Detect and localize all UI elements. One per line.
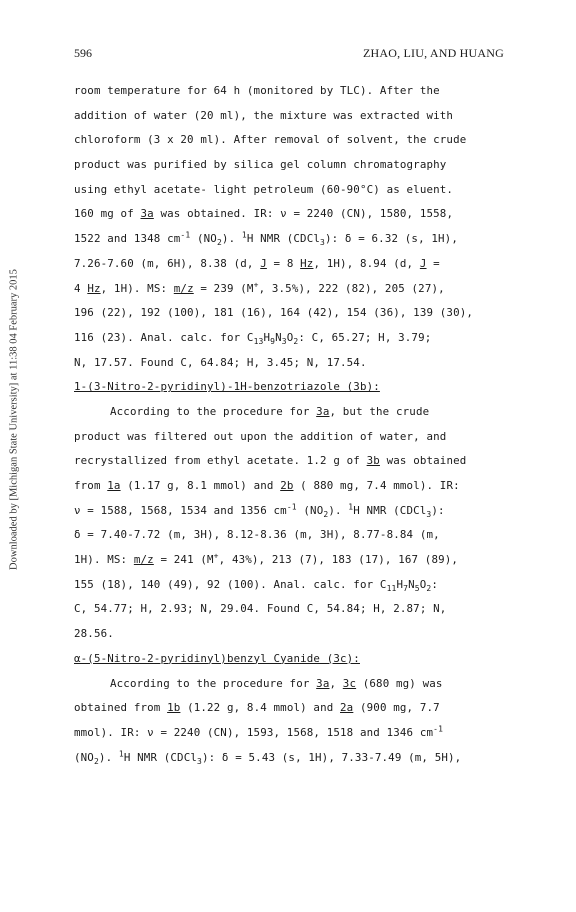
subscript: 3 (320, 238, 325, 248)
text-line: 28.56. (74, 627, 114, 641)
subscript: 2 (293, 337, 299, 347)
compound-ref: 3a (316, 404, 330, 418)
underlined-symbol: m/z (133, 553, 154, 567)
text-run: ): δ = 6.32 (s, 1H), (324, 232, 458, 246)
subscript: 3 (281, 337, 287, 347)
text-run: 1522 and 1348 cm (74, 232, 181, 246)
text-run: 4 (74, 281, 88, 295)
compound-ref: 1a (107, 479, 121, 492)
text-line (74, 227, 514, 252)
download-watermark: Downloaded by [Michigan State University] at 11:38 04 February 2015 (8, 269, 20, 570)
text-run: 160 mg of (74, 207, 141, 221)
compound-ref: 3b (366, 454, 380, 468)
text-line: δ = 7.40-7.72 (m, 3H), 8.12-8.36 (m, 3H), 8.77-8.84 (m, (74, 528, 440, 542)
compound-ref: 3a (316, 676, 330, 690)
text-run: ( 880 mg, 7.4 mmol). IR: (293, 479, 460, 492)
text-run: N (408, 577, 415, 591)
text-run: O (286, 330, 294, 344)
text-run: 155 (18), 140 (49), 92 (100). Anal. calc. for C (74, 577, 387, 591)
text-run: O (419, 577, 427, 591)
superscript: + (213, 551, 219, 561)
text-run: H (396, 577, 404, 591)
text-line (74, 449, 514, 474)
text-line (74, 721, 514, 746)
text-line: chloroform (3 x 20 ml). After removal of solvent, the crude (74, 133, 467, 147)
underlined-symbol: J (260, 256, 267, 270)
text-run: , 3.5%), 222 (82), 205 (27), (258, 281, 445, 295)
text-line: using ethyl acetate- light petroleum (60-90°C) as eluent. (74, 182, 454, 196)
superscript: 1 (348, 502, 354, 512)
text-line: product was filtered out upon the addition of water, and (74, 429, 447, 443)
superscript: + (253, 279, 259, 289)
text-line: 196 (22), 192 (100), 181 (16), 164 (42), 154 (36), 139 (30), (74, 306, 474, 320)
text-run: (900 mg, 7.7 (353, 701, 440, 715)
superscript: 1 (118, 748, 124, 758)
compound-ref: 2a (340, 701, 354, 715)
text-line: product was purified by silica gel column chromatography (74, 158, 447, 172)
running-head: ZHAO, LIU, AND HUANG (363, 46, 504, 60)
subscript: 3 (426, 509, 432, 519)
subscript: 5 (414, 583, 420, 593)
text-run: (NO (74, 750, 94, 764)
text-run: (1.17 g, 8.1 mmol) and (120, 479, 281, 492)
compound-ref: 3a (140, 207, 154, 221)
text-run: ν = 1588, 1568, 1534 and 1356 cm (74, 503, 287, 517)
subscript: 9 (270, 337, 276, 347)
text-line (74, 696, 514, 721)
text-run: ). (328, 503, 349, 517)
text-line (74, 277, 514, 302)
text-run: (NO (296, 503, 324, 517)
section-heading-3b: 1-(3-Nitro-2-pyridinyl)-1H-benzotriazole (3b): (74, 380, 380, 394)
subscript: 13 (253, 337, 264, 347)
text-run: , (329, 676, 343, 690)
text-line (74, 400, 514, 425)
text-line (74, 499, 514, 524)
compound-ref: 2b (280, 479, 294, 492)
text-line: room temperature for 64 h (monitored by TLC). After the (74, 84, 440, 97)
superscript: -1 (286, 502, 297, 512)
section-heading-3c: α-(5-Nitro-2-pyridinyl)benzyl Cyanide (3c): (74, 651, 360, 665)
text-run: H NMR (CDCl (123, 750, 197, 764)
page-number: 596 (74, 46, 92, 60)
text-line (74, 202, 514, 227)
superscript: 1 (241, 230, 247, 240)
compound-ref: 1b (167, 701, 181, 715)
underlined-symbol: J (419, 256, 427, 270)
text-run: ). (221, 232, 242, 246)
subscript: 7 (403, 583, 409, 593)
underlined-symbol: m/z (173, 281, 194, 295)
text-run: = (426, 256, 440, 270)
text-run: : C, 65.27; H, 3.79; (298, 330, 432, 344)
subscript: 2 (323, 509, 329, 519)
text-run: = 241 (M (153, 553, 214, 567)
text-line (74, 746, 514, 771)
text-line (74, 252, 514, 277)
text-run: According to the procedure for (110, 676, 317, 690)
text-run: (1.22 g, 8.4 mmol) and (180, 701, 341, 715)
text-run: , 1H). MS: (100, 281, 174, 295)
text-line (74, 573, 514, 598)
underlined-unit: Hz (87, 281, 101, 295)
body-text (74, 79, 514, 770)
text-run: mmol). IR: ν = 2240 (CN), 1593, 1568, 1518 and 1346 cm (74, 725, 434, 739)
text-run: 1H). MS: (74, 553, 134, 567)
subscript: 3 (197, 756, 202, 766)
text-line: addition of water (20 ml), the mixture was extracted with (74, 108, 454, 122)
text-run: : (431, 577, 439, 591)
text-line (74, 548, 514, 573)
subscript: 2 (426, 583, 432, 593)
text-run: , 1H), 8.94 (d, (313, 256, 420, 270)
subscript: 2 (216, 238, 222, 248)
superscript: -1 (433, 724, 444, 734)
text-line (74, 672, 514, 697)
text-run: According to the procedure for (110, 404, 317, 418)
text-run: = 8 (266, 256, 301, 270)
text-run: ). (98, 750, 119, 764)
subscript: 2 (93, 756, 99, 766)
text-run: , but the crude (329, 404, 430, 418)
text-run: N (275, 330, 282, 344)
text-run: ): δ = 5.43 (s, 1H), 7.33-7.49 (m, 5H), (201, 750, 462, 764)
text-run: 7.26-7.60 (m, 6H), 8.38 (d, (74, 256, 261, 270)
text-run: H NMR (CDCl (246, 232, 320, 246)
text-run: , 43%), 213 (7), 183 (17), 167 (89), (218, 553, 459, 567)
superscript: -1 (180, 230, 191, 240)
text-run: = 239 (M (193, 281, 254, 295)
text-run: obtained from (74, 701, 168, 715)
underlined-unit: Hz (300, 256, 314, 270)
text-run: was obtained. IR: ν = 2240 (CN), 1580, 1558, (153, 207, 454, 221)
text-line (74, 474, 514, 499)
text-run: (680 mg) was (356, 676, 443, 690)
text-run: (NO (190, 232, 217, 246)
text-run: 116 (23). Anal. calc. for C (74, 330, 254, 344)
text-line: N, 17.57. Found C, 64.84; H, 3.45; N, 17.54. (74, 355, 367, 369)
text-line (74, 326, 514, 351)
text-run: was obtained (379, 454, 467, 468)
text-run: from (74, 479, 108, 492)
text-line: C, 54.77; H, 2.93; N, 29.04. Found C, 54.84; H, 2.87; N, (74, 602, 447, 616)
compound-ref: 3c (342, 676, 357, 690)
text-run: recrystallized from ethyl acetate. 1.2 g of (74, 454, 367, 468)
text-run: H (263, 330, 271, 344)
subscript: 11 (386, 583, 397, 593)
text-run: ): (431, 503, 445, 517)
text-run: H NMR (CDCl (353, 503, 427, 517)
